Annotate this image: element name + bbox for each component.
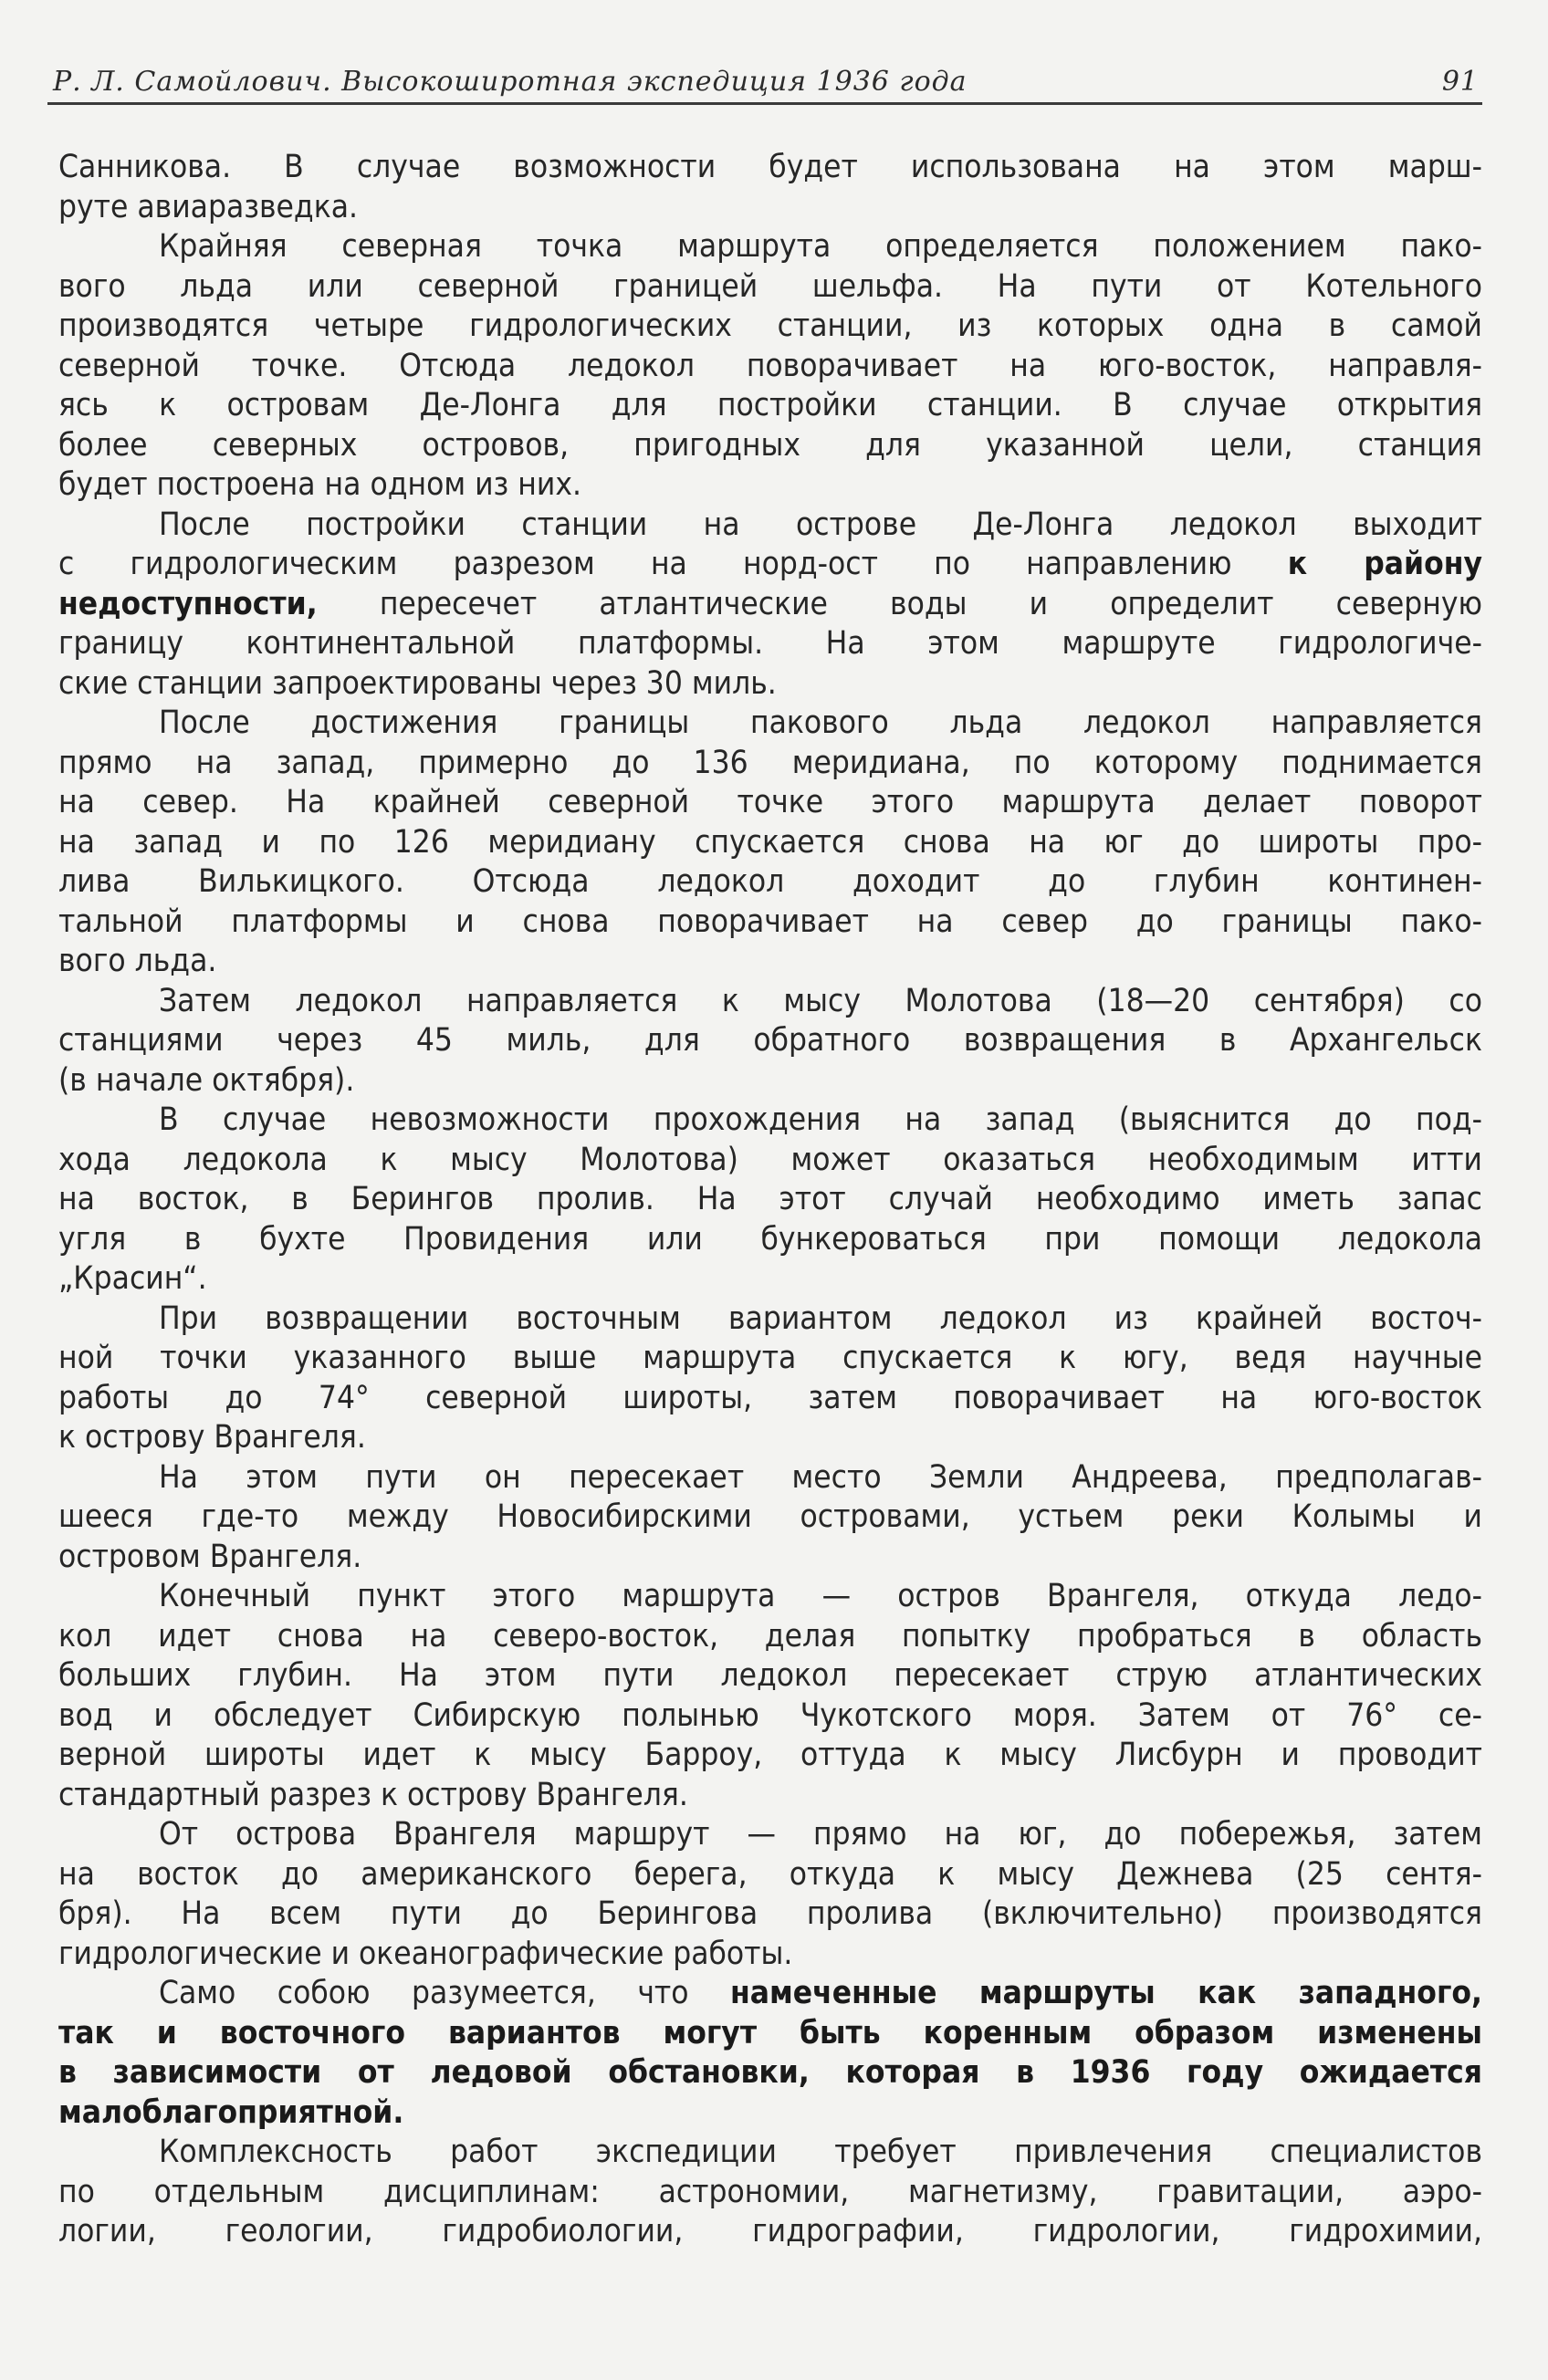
bold-text: так и восточного вариантов могут быть коренным образом изменены (58, 2014, 1482, 2051)
text-line: Крайняя северная точка маршрута определяется положением пако- (159, 228, 1482, 265)
text-line: руте авиаразведка. (58, 188, 359, 225)
text-line: производятся четыре гидрологических станции, из которых одна в самой (58, 308, 1482, 344)
text-line: прямо на запад, примерно до 136 меридиана, по которому поднимается (58, 744, 1482, 781)
text-line: При возвращении восточным вариантом ледокол из крайней восточ- (159, 1300, 1482, 1337)
text-line: лива Вилькицкого. Отсюда ледокол доходит до глубин континен- (58, 863, 1482, 900)
bold-text: к району (1287, 546, 1482, 582)
text-line: „Красин“. (58, 1260, 207, 1297)
text-line: хода ледокола к мысу Молотова) может оказаться необходимым итти (58, 1141, 1482, 1178)
text-line: шееся где-то между Новосибирскими островами, устьем реки Колымы и (58, 1498, 1482, 1535)
text-line: После постройки станции на острове Де-Лонга ледокол выходит (159, 506, 1482, 543)
paragraph (58, 1458, 1482, 1578)
page-header (53, 66, 1479, 106)
text-line-rich: с гидрологическим разрезом на норд-ост по направлению к району (58, 546, 1482, 582)
text-line: по отдельным дисциплинам: астрономии, магнетизму, гравитации, аэро- (58, 2173, 1482, 2210)
bold-text: намеченные маршруты как западного, (730, 1975, 1482, 2011)
text-line: логии, геологии, гидробиологии, гидрографии, гидрологии, гидрохимии, (58, 2213, 1482, 2250)
text-line-rich: недоступности, пересечет атлантические воды и определит северную (58, 585, 1482, 622)
text-line: станциями через 45 миль, для обратного возвращения в Архангельск (58, 1022, 1482, 1059)
paragraph (58, 1974, 1482, 2133)
text-line: на восток, в Берингов пролив. На этот случай необходимо иметь запас (58, 1181, 1482, 1217)
text-line: на запад и по 126 меридиану спускается снова на юг до широты про- (58, 823, 1482, 861)
paragraph (58, 704, 1482, 982)
text-line: ясь к островам Де-Лонга для постройки станции. В случае открытия (58, 387, 1482, 423)
text-line: северной точке. Отсюда ледокол поворачивает на юго-восток, направля- (58, 347, 1482, 384)
text-line-bold (58, 2053, 1482, 2093)
text-line: На этом пути он пересекает место Земли Андреева, предполагав- (159, 1458, 1482, 1496)
text-line: тальной платформы и снова поворачивает на север до границы пако- (58, 903, 1482, 940)
text-line: ские станции запроектированы через 30 миль. (58, 664, 777, 702)
running-title: Р. Л. Самойлович. Высокоширотная экспедиция 1936 года (53, 66, 968, 98)
text-line: ной точки указанного выше маршрута спускается к югу, ведя научные (58, 1340, 1482, 1376)
paragraph (58, 148, 1482, 227)
header-rule (47, 102, 1482, 105)
text-line: границу континентальной платформы. На этом маршруте гидрологиче- (58, 625, 1482, 662)
text-line: После достижения границы пакового льда ледокол направляется (159, 705, 1482, 741)
text-line: От острова Врангеля маршрут — прямо на юг, до побережья, затем (159, 1816, 1482, 1853)
text-line: Затем ледокол направляется к мысу Молотова (18—20 сентября) со (159, 982, 1482, 1019)
text-line: Комплексность работ экспедиции требует привлечения специалистов (159, 2134, 1482, 2170)
paragraph (58, 982, 1482, 1101)
body-text (58, 148, 1482, 2252)
paragraph (58, 1300, 1482, 1458)
text-line: Санникова. В случае возможности будет использована на этом марш- (58, 149, 1482, 185)
text-line: к острову Врангеля. (58, 1419, 366, 1456)
text-line-bold (58, 2093, 1482, 2134)
bold-text: недоступности, (58, 585, 318, 622)
text-line: работы до 74° северной широты, затем поворачивает на юго-восток (58, 1379, 1482, 1416)
text-line: больших глубин. На этом пути ледокол пересекает струю атлантических (58, 1657, 1482, 1694)
text-line: угля в бухте Провидения или бункероваться при помощи ледокола (58, 1220, 1482, 1258)
bold-text: в зависимости от ледовой обстановки, которая в 1936 году ожидается (58, 2054, 1482, 2091)
paragraph (58, 1577, 1482, 1815)
text-line: верной широты идет к мысу Барроу, оттуда к мысу Лисбурн и проводит (58, 1737, 1482, 1773)
paragraph (58, 2133, 1482, 2252)
text-line: В случае невозможности прохождения на запад (выяснится до под- (159, 1101, 1482, 1138)
text-line: (в начале октября). (58, 1061, 355, 1099)
text-line: островом Врангеля. (58, 1538, 362, 1575)
page-number: 91 (1441, 66, 1479, 98)
text-line-bold (58, 2014, 1482, 2054)
text-line: вод и обследует Сибирскую полынью Чукотского моря. Затем от 76° се- (58, 1696, 1482, 1734)
text-line: гидрологические и океанографические работы. (58, 1935, 793, 1972)
bold-text: малоблагоприятной. (58, 2093, 404, 2131)
text-line: более северных островов, пригодных для указанной цели, станция (58, 426, 1482, 464)
text-line: бря). На всем пути до Берингова пролива (включительно) производятся (58, 1895, 1482, 1932)
text-line: на восток до американского берега, откуда к мысу Дежнева (25 сентя- (58, 1855, 1482, 1893)
text-line: вого льда или северной границей шельфа. На пути от Котельного (58, 267, 1482, 305)
text-line: будет построена на одном из них. (58, 466, 581, 503)
paragraph (58, 506, 1482, 705)
text-line: на север. На крайней северной точке этого маршрута делает поворот (58, 784, 1482, 820)
text-line: Конечный пункт этого маршрута — остров Врангеля, откуда ледо- (159, 1578, 1482, 1614)
text-line: кол идет снова на северо-восток, делая попытку пробраться в область (58, 1617, 1482, 1655)
text-line-rich: Само собою разумеется, что намеченные маршруты как западного, (159, 1975, 1482, 2011)
paragraph (58, 1815, 1482, 1974)
text-line: стандартный разрез к острову Врангеля. (58, 1776, 688, 1813)
text-line: вого льда. (58, 943, 217, 979)
paragraph (58, 227, 1482, 506)
paragraph (58, 1101, 1482, 1300)
